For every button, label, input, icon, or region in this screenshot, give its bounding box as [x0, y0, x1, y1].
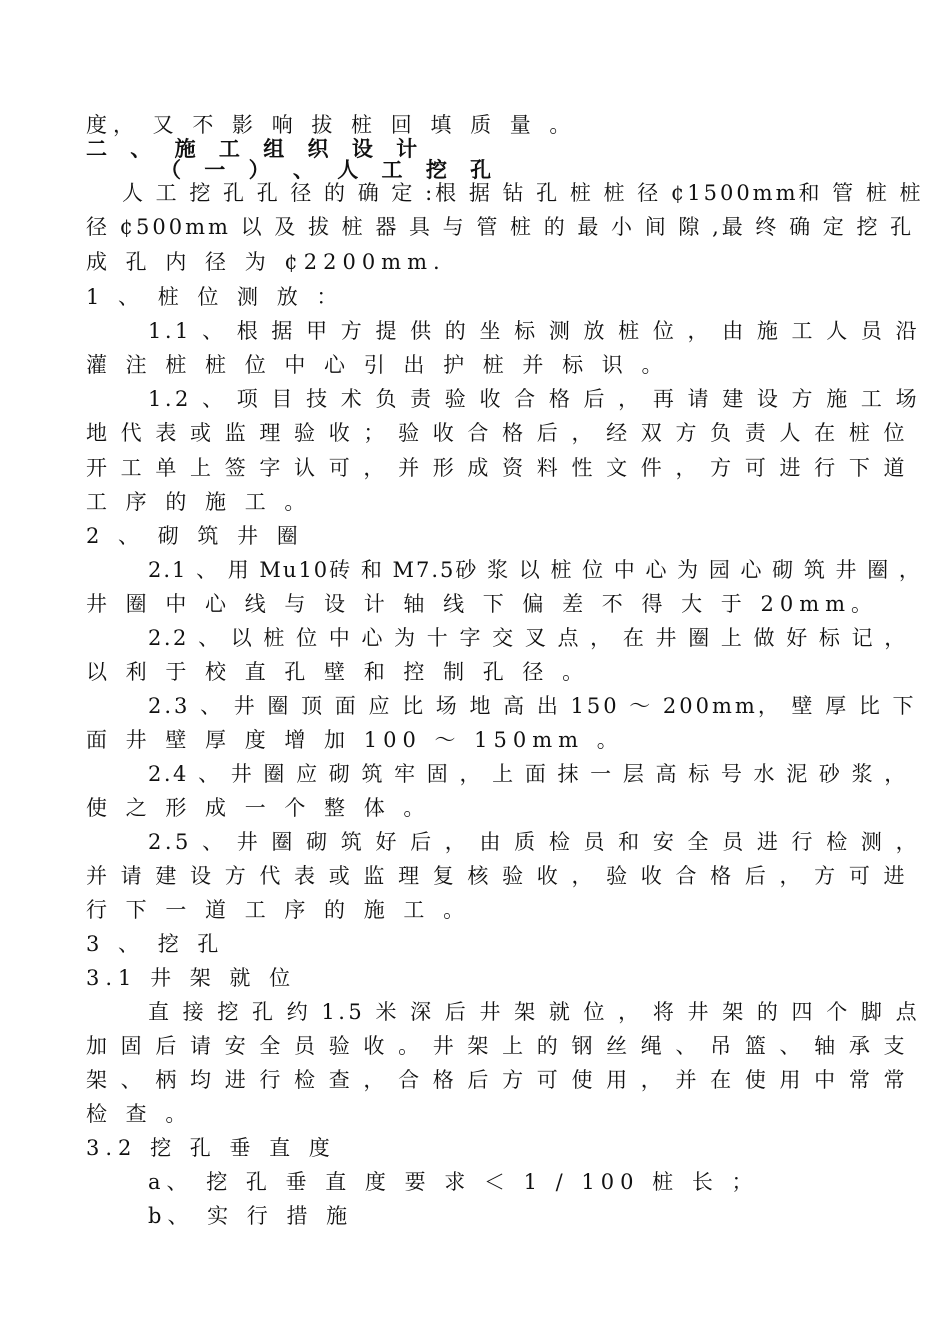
subsection-heading: （ 一 ） 、 人 工 挖 孔	[160, 157, 500, 182]
paragraph-line: 2.5 、 井 圈 砌 筑 好 后 ， 由 质 检 员 和 安 全 员 进 行 检 测 ，	[148, 830, 921, 854]
list-item: a、 挖 孔 垂 直 度 要 求 ＜ 1 / 100 桩 长 ；	[148, 1170, 759, 1194]
paragraph-line: 检 查 。	[86, 1102, 193, 1126]
item-heading: 3 、 挖 孔	[86, 932, 225, 956]
paragraph-line: 使 之 形 成 一 个 整 体 。	[86, 796, 431, 820]
paragraph-line: 1.2 、 项 目 技 术 负 责 验 收 合 格 后 ， 再 请 建 设 方 施 工 场	[148, 387, 921, 411]
paragraph-line: 径 ¢500mm 以 及 拔 桩 器 具 与 管 桩 的 最 小 间 隙 ,最 终 确 定 挖 孔	[86, 215, 915, 239]
paragraph-line: 2.4 、 井 圈 应 砌 筑 牢 固 ， 上 面 抹 一 层 高 标 号 水 泥 砂 浆 ，	[148, 762, 908, 786]
subitem-heading: 3.1 井 架 就 位	[86, 966, 297, 990]
list-item: b、 实 行 措 施	[148, 1204, 354, 1228]
paragraph-line: 并 请 建 设 方 代 表 或 监 理 复 核 验 收 ， 验 收 合 格 后 ， 方 可 进	[86, 864, 909, 888]
paragraph-line: 开 工 单 上 签 字 认 可 ， 并 形 成 资 料 性 文 件 ， 方 可 进 行 下 道	[86, 456, 909, 480]
paragraph-line: 架 、 柄 均 进 行 检 查 ， 合 格 后 方 可 使 用 ， 并 在 使 用 中 常 常	[86, 1068, 909, 1092]
paragraph-line: 面 井 壁 厚 度 增 加 100 ～ 150mm 。	[86, 728, 624, 752]
paragraph-line: 灌 注 桩 桩 位 中 心 引 出 护 桩 并 标 识 。	[86, 353, 669, 377]
paragraph-line: 2.3 、 井 圈 顶 面 应 比 场 地 高 出 150 ～ 200mm， 壁 厚 比 下	[148, 694, 917, 718]
paragraph-line: 2.1 、 用 Mu10砖 和 M7.5砂 浆 以 桩 位 中 心 为 园 心 砌 筑 井 圈 ，	[148, 558, 922, 582]
paragraph-line: 加 固 后 请 安 全 员 验 收 。 井 架 上 的 钢 丝 绳 、 吊 篮 、 轴 承 支	[86, 1034, 909, 1058]
paragraph-line: 1.1 、 根 据 甲 方 提 供 的 坐 标 测 放 桩 位 ， 由 施 工 人 员 沿	[148, 319, 921, 343]
paragraph-line: 工 序 的 施 工 。	[86, 490, 312, 514]
subitem-heading: 3.2 挖 孔 垂 直 度	[86, 1136, 336, 1160]
paragraph-line: 成 孔 内 径 为 ¢2200mm.	[86, 250, 446, 274]
paragraph-line: 直 接 挖 孔 约 1.5 米 深 后 井 架 就 位 ， 将 井 架 的 四 个 脚 点	[148, 1000, 921, 1024]
paragraph-line: 井 圈 中 心 线 与 设 计 轴 线 下 偏 差 不 得 大 于 20mm。	[86, 592, 879, 616]
paragraph-line: 人 工 挖 孔 孔 径 的 确 定 :根 据 钻 孔 桩 桩 径 ¢1500mm和 管 桩 桩	[122, 181, 924, 205]
paragraph-line: 以 利 于 校 直 孔 壁 和 控 制 孔 径 。	[86, 660, 590, 684]
section-heading: 二 、 施 工 组 织 设 计	[86, 136, 426, 161]
paragraph-line: 2.2 、 以 桩 位 中 心 为 十 字 交 叉 点 ， 在 井 圈 上 做 好 标 记 ，	[148, 626, 908, 650]
item-heading: 1 、 桩 位 测 放 ：	[86, 285, 344, 309]
item-heading: 2 、 砌 筑 井 圈	[86, 524, 304, 548]
paragraph-line: 地 代 表 或 监 理 验 收 ； 验 收 合 格 后 ， 经 双 方 负 责 人 在 桩 位	[86, 421, 909, 445]
text-line: 度， 又 不 影 响 拔 桩 回 填 质 量 。	[86, 113, 577, 137]
paragraph-line: 行 下 一 道 工 序 的 施 工 。	[86, 898, 471, 922]
